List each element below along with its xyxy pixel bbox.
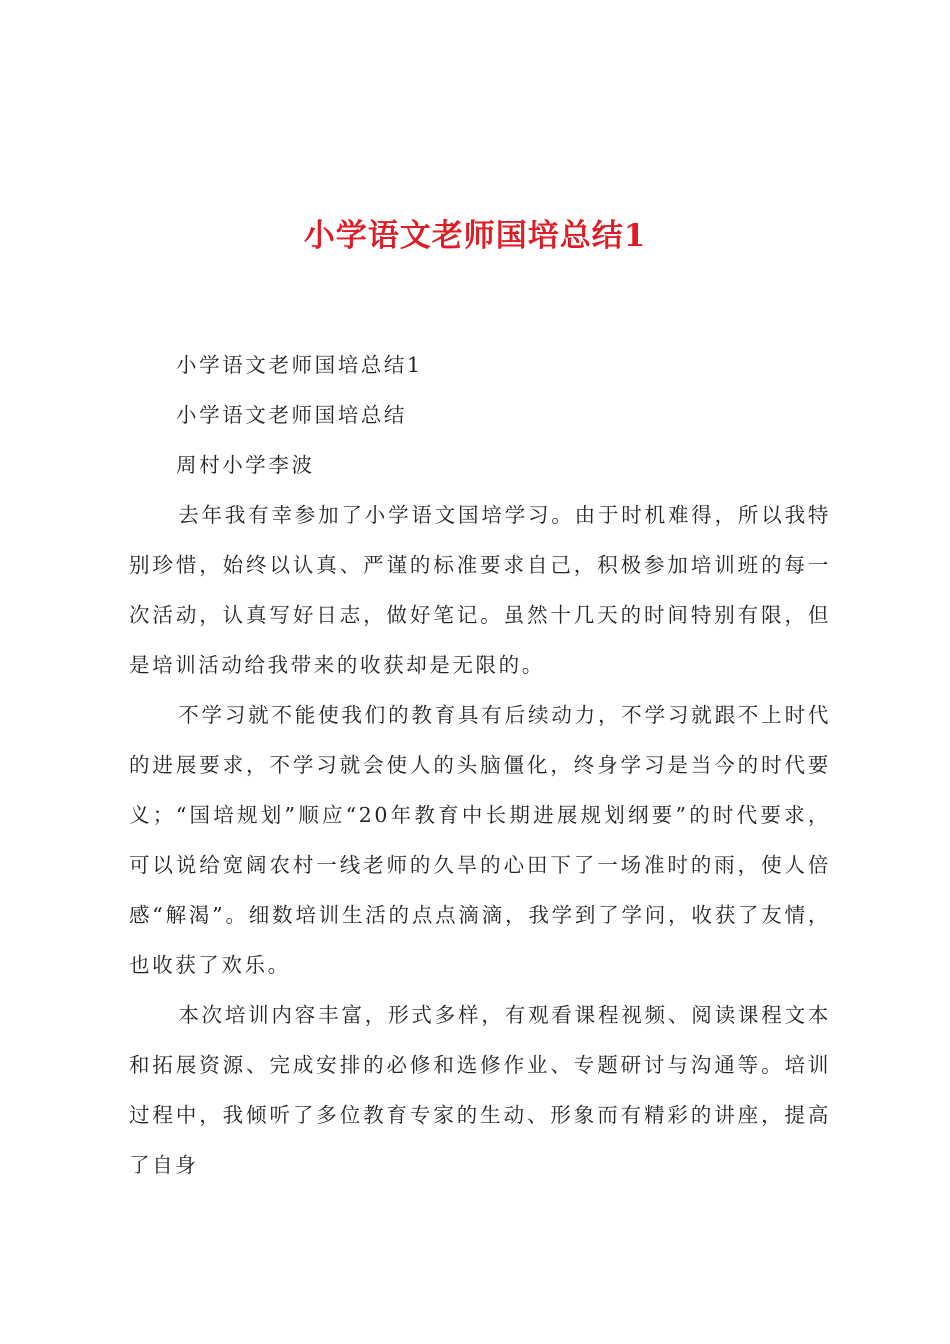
paragraph-subtitle: 小学语文老师国培总结 [176, 403, 407, 427]
paragraph-intro: 去年我有幸参加了小学语文国培学习。由于时机难得，所以我特别珍惜，始终以认真、严谨的标准要求自己，积极参加培训班的每一次活动，认真写好日志，做好笔记。虽然十几天的时间特别有限，但是培训活动给我带来的收获却是无限的。 [129, 503, 831, 677]
paragraph-learning: 不学习就不能使我们的教育具有后续动力，不学习就跟不上时代的进展要求，不学习就会使人的头脑僵化，终身学习是当今的时代要义；“国培规划”顺应“20年教育中长期进展规划纲要”的时代要求，可以说给宽阔农村一线老师的久旱的心田下了一场准时的雨，使人倍感“解渴”。细数培训生活的点点滴滴，我学到了学问，收获了友情，也收获了欢乐。 [129, 703, 831, 977]
document-body [129, 340, 831, 1190]
document-title: 小学语文老师国培总结1 [303, 218, 647, 254]
paragraph-author: 周村小学李波 [176, 453, 315, 477]
paragraph-training-content: 本次培训内容丰富，形式多样，有观看课程视频、阅读课程文本和拓展资源、完成安排的必修和选修作业、专题研讨与沟通等。培训过程中，我倾听了多位教育专家的生动、形象而有精彩的讲座，提高了自身 [129, 1003, 831, 1177]
paragraph-heading-repeat: 小学语文老师国培总结1 [176, 353, 423, 377]
